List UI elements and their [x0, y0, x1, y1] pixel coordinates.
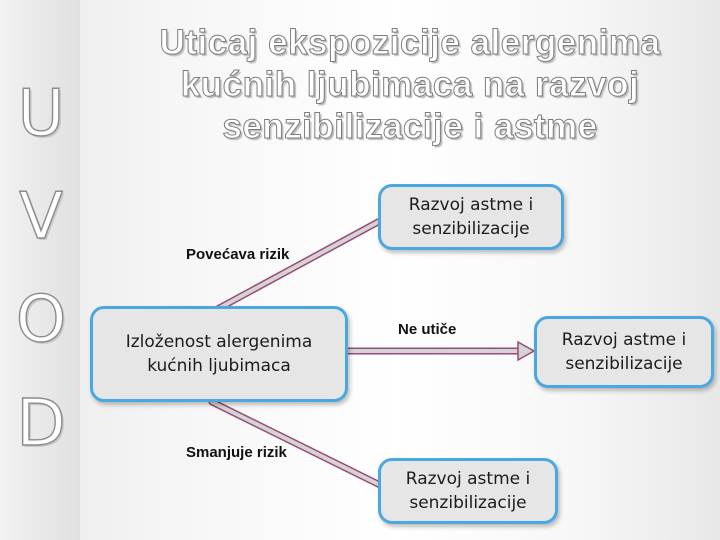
outcome-top-line-2: senzibilizacije: [412, 219, 530, 239]
exposure-box-line-2: kućnih ljubimaca: [147, 356, 291, 376]
side-letter-d: D: [16, 387, 66, 461]
outcome-box-bottom: [378, 458, 558, 524]
title-line-3: senzibilizacije i astme: [222, 107, 598, 146]
label-increases-risk: Povećava rizik: [186, 246, 290, 263]
outcome-bottom-line-2: senzibilizacije: [409, 493, 527, 513]
title-line-2: kućnih ljubimaca na razvoj: [180, 65, 640, 104]
outcome-box-right: [534, 316, 714, 388]
label-decreases-risk: Smanjuje rizik: [186, 444, 287, 461]
exposure-box: [90, 306, 348, 402]
outcome-bottom-line-1: Razvoj astme i: [405, 469, 531, 489]
arrow-up: [212, 222, 378, 312]
outcome-right-line-2: senzibilizacije: [565, 354, 683, 374]
side-letter-o: O: [15, 283, 67, 357]
exposure-box-line-1: Izloženost alergenima: [125, 332, 313, 352]
arrow-right: [348, 342, 534, 360]
outcome-right-line-1: Razvoj astme i: [561, 330, 687, 350]
title-line-1: Uticaj ekspozicije alergenima: [159, 23, 661, 62]
outcome-top-line-1: Razvoj astme i: [408, 195, 534, 215]
side-letter-u: U: [17, 77, 65, 151]
side-letter-v: V: [19, 180, 63, 254]
label-no-effect: Ne utiče: [398, 321, 457, 338]
outcome-box-top: [378, 184, 564, 250]
